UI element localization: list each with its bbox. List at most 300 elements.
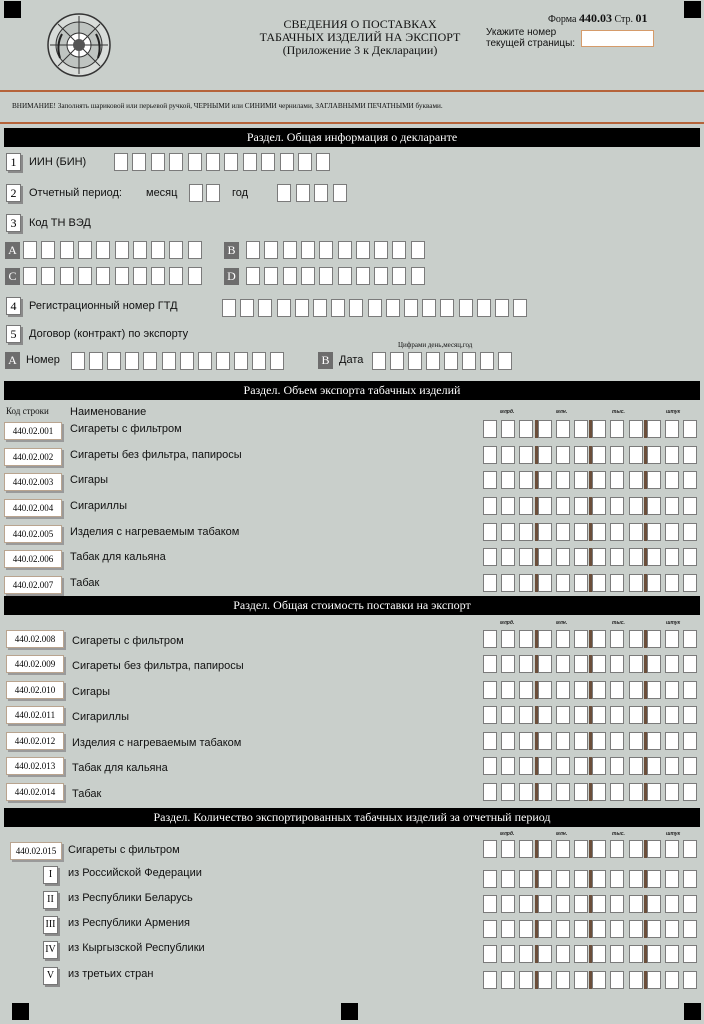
char-box[interactable]: [538, 757, 552, 775]
char-box[interactable]: [683, 548, 697, 566]
char-box[interactable]: [483, 971, 497, 989]
char-box[interactable]: [501, 420, 515, 438]
char-box[interactable]: [270, 352, 284, 370]
char-box[interactable]: [483, 895, 497, 913]
char-box[interactable]: [610, 971, 624, 989]
char-box[interactable]: [501, 840, 515, 858]
char-box[interactable]: [477, 299, 491, 317]
char-box[interactable]: [188, 267, 202, 285]
char-box[interactable]: [592, 895, 606, 913]
char-box[interactable]: [78, 241, 92, 259]
char-box[interactable]: [556, 706, 570, 724]
char-box[interactable]: [41, 241, 55, 259]
char-box[interactable]: [519, 681, 533, 699]
char-box[interactable]: [647, 497, 661, 515]
char-box[interactable]: [610, 732, 624, 750]
char-box[interactable]: [125, 352, 139, 370]
char-box[interactable]: [665, 757, 679, 775]
char-box[interactable]: [647, 895, 661, 913]
char-box[interactable]: [319, 267, 333, 285]
char-box[interactable]: [556, 471, 570, 489]
char-box[interactable]: [647, 523, 661, 541]
char-box[interactable]: [519, 574, 533, 592]
char-box[interactable]: [519, 945, 533, 963]
char-box[interactable]: [132, 153, 146, 171]
char-box[interactable]: [556, 757, 570, 775]
char-box[interactable]: [610, 870, 624, 888]
char-box[interactable]: [277, 184, 291, 202]
char-box[interactable]: [280, 153, 294, 171]
char-box[interactable]: [592, 655, 606, 673]
char-box[interactable]: [610, 706, 624, 724]
char-box[interactable]: [483, 945, 497, 963]
char-box[interactable]: [169, 153, 183, 171]
char-box[interactable]: [133, 267, 147, 285]
char-box[interactable]: [629, 523, 643, 541]
char-box[interactable]: [610, 757, 624, 775]
char-box[interactable]: [188, 153, 202, 171]
char-box[interactable]: [483, 783, 497, 801]
char-box[interactable]: [647, 920, 661, 938]
char-box[interactable]: [422, 299, 436, 317]
char-box[interactable]: [592, 920, 606, 938]
char-box[interactable]: [665, 655, 679, 673]
char-box[interactable]: [629, 706, 643, 724]
char-box[interactable]: [647, 732, 661, 750]
char-box[interactable]: [483, 655, 497, 673]
char-box[interactable]: [629, 446, 643, 464]
char-box[interactable]: [647, 706, 661, 724]
char-box[interactable]: [392, 267, 406, 285]
char-box[interactable]: [314, 184, 328, 202]
char-box[interactable]: [574, 945, 588, 963]
char-box[interactable]: [462, 352, 476, 370]
char-box[interactable]: [610, 548, 624, 566]
char-box[interactable]: [501, 497, 515, 515]
char-box[interactable]: [519, 446, 533, 464]
char-box[interactable]: [538, 446, 552, 464]
char-box[interactable]: [610, 840, 624, 858]
char-box[interactable]: [683, 895, 697, 913]
char-box[interactable]: [574, 446, 588, 464]
char-box[interactable]: [538, 840, 552, 858]
char-box[interactable]: [610, 895, 624, 913]
char-box[interactable]: [426, 352, 440, 370]
char-box[interactable]: [665, 420, 679, 438]
char-box[interactable]: [647, 757, 661, 775]
char-box[interactable]: [71, 352, 85, 370]
char-box[interactable]: [519, 548, 533, 566]
char-box[interactable]: [556, 971, 570, 989]
char-box[interactable]: [23, 241, 37, 259]
char-box[interactable]: [501, 523, 515, 541]
char-box[interactable]: [665, 920, 679, 938]
char-box[interactable]: [647, 681, 661, 699]
char-box[interactable]: [556, 446, 570, 464]
char-box[interactable]: [647, 870, 661, 888]
char-box[interactable]: [501, 971, 515, 989]
char-box[interactable]: [295, 299, 309, 317]
char-box[interactable]: [501, 681, 515, 699]
char-box[interactable]: [556, 783, 570, 801]
char-box[interactable]: [501, 548, 515, 566]
char-box[interactable]: [483, 840, 497, 858]
char-box[interactable]: [556, 497, 570, 515]
char-box[interactable]: [444, 352, 458, 370]
char-box[interactable]: [501, 574, 515, 592]
char-box[interactable]: [483, 523, 497, 541]
char-box[interactable]: [483, 920, 497, 938]
char-box[interactable]: [574, 630, 588, 648]
char-box[interactable]: [96, 267, 110, 285]
char-box[interactable]: [683, 471, 697, 489]
char-box[interactable]: [483, 446, 497, 464]
char-box[interactable]: [538, 732, 552, 750]
char-box[interactable]: [574, 870, 588, 888]
char-box[interactable]: [313, 299, 327, 317]
char-box[interactable]: [592, 471, 606, 489]
char-box[interactable]: [592, 420, 606, 438]
char-box[interactable]: [556, 574, 570, 592]
char-box[interactable]: [483, 574, 497, 592]
char-box[interactable]: [60, 241, 74, 259]
char-box[interactable]: [574, 471, 588, 489]
char-box[interactable]: [495, 299, 509, 317]
char-box[interactable]: [629, 655, 643, 673]
char-box[interactable]: [556, 548, 570, 566]
char-box[interactable]: [574, 783, 588, 801]
char-box[interactable]: [592, 971, 606, 989]
char-box[interactable]: [261, 153, 275, 171]
char-box[interactable]: [519, 757, 533, 775]
char-box[interactable]: [246, 267, 260, 285]
char-box[interactable]: [610, 783, 624, 801]
char-box[interactable]: [574, 920, 588, 938]
char-box[interactable]: [629, 870, 643, 888]
char-box[interactable]: [240, 299, 254, 317]
char-box[interactable]: [374, 241, 388, 259]
char-box[interactable]: [647, 630, 661, 648]
char-box[interactable]: [592, 870, 606, 888]
char-box[interactable]: [368, 299, 382, 317]
char-box[interactable]: [198, 352, 212, 370]
char-box[interactable]: [501, 706, 515, 724]
char-box[interactable]: [665, 523, 679, 541]
char-box[interactable]: [283, 267, 297, 285]
char-box[interactable]: [519, 420, 533, 438]
char-box[interactable]: [574, 420, 588, 438]
char-box[interactable]: [647, 655, 661, 673]
char-box[interactable]: [629, 681, 643, 699]
char-box[interactable]: [683, 655, 697, 673]
char-box[interactable]: [301, 267, 315, 285]
char-box[interactable]: [372, 352, 386, 370]
char-box[interactable]: [498, 352, 512, 370]
char-box[interactable]: [298, 153, 312, 171]
char-box[interactable]: [683, 523, 697, 541]
char-box[interactable]: [610, 471, 624, 489]
char-box[interactable]: [501, 732, 515, 750]
char-box[interactable]: [683, 840, 697, 858]
char-box[interactable]: [483, 497, 497, 515]
char-box[interactable]: [556, 895, 570, 913]
char-box[interactable]: [356, 241, 370, 259]
char-box[interactable]: [114, 153, 128, 171]
char-box[interactable]: [592, 446, 606, 464]
char-box[interactable]: [665, 574, 679, 592]
char-box[interactable]: [258, 299, 272, 317]
char-box[interactable]: [519, 471, 533, 489]
char-box[interactable]: [538, 655, 552, 673]
char-box[interactable]: [483, 548, 497, 566]
char-box[interactable]: [408, 352, 422, 370]
char-box[interactable]: [169, 267, 183, 285]
char-box[interactable]: [592, 574, 606, 592]
char-box[interactable]: [480, 352, 494, 370]
char-box[interactable]: [683, 706, 697, 724]
char-box[interactable]: [556, 840, 570, 858]
char-box[interactable]: [180, 352, 194, 370]
char-box[interactable]: [440, 299, 454, 317]
char-box[interactable]: [296, 184, 310, 202]
char-box[interactable]: [556, 732, 570, 750]
char-box[interactable]: [483, 630, 497, 648]
char-box[interactable]: [60, 267, 74, 285]
char-box[interactable]: [169, 241, 183, 259]
char-box[interactable]: [610, 681, 624, 699]
char-box[interactable]: [188, 241, 202, 259]
char-box[interactable]: [538, 574, 552, 592]
char-box[interactable]: [610, 497, 624, 515]
char-box[interactable]: [252, 352, 266, 370]
char-box[interactable]: [338, 241, 352, 259]
char-box[interactable]: [519, 895, 533, 913]
char-box[interactable]: [556, 870, 570, 888]
char-box[interactable]: [556, 945, 570, 963]
char-box[interactable]: [574, 732, 588, 750]
char-box[interactable]: [665, 548, 679, 566]
char-box[interactable]: [592, 706, 606, 724]
char-box[interactable]: [133, 241, 147, 259]
char-box[interactable]: [647, 446, 661, 464]
char-box[interactable]: [538, 523, 552, 541]
char-box[interactable]: [519, 783, 533, 801]
char-box[interactable]: [629, 630, 643, 648]
char-box[interactable]: [538, 783, 552, 801]
char-box[interactable]: [610, 574, 624, 592]
char-box[interactable]: [538, 945, 552, 963]
char-box[interactable]: [683, 757, 697, 775]
char-box[interactable]: [592, 783, 606, 801]
char-box[interactable]: [264, 241, 278, 259]
char-box[interactable]: [246, 241, 260, 259]
char-box[interactable]: [647, 945, 661, 963]
char-box[interactable]: [390, 352, 404, 370]
char-box[interactable]: [96, 241, 110, 259]
char-box[interactable]: [459, 299, 473, 317]
char-box[interactable]: [683, 732, 697, 750]
char-box[interactable]: [538, 920, 552, 938]
char-box[interactable]: [592, 757, 606, 775]
char-box[interactable]: [331, 299, 345, 317]
char-box[interactable]: [629, 895, 643, 913]
char-box[interactable]: [647, 471, 661, 489]
char-box[interactable]: [78, 267, 92, 285]
char-box[interactable]: [349, 299, 363, 317]
char-box[interactable]: [483, 706, 497, 724]
char-box[interactable]: [556, 920, 570, 938]
char-box[interactable]: [647, 840, 661, 858]
char-box[interactable]: [610, 630, 624, 648]
char-box[interactable]: [665, 895, 679, 913]
char-box[interactable]: [374, 267, 388, 285]
char-box[interactable]: [483, 757, 497, 775]
char-box[interactable]: [206, 153, 220, 171]
char-box[interactable]: [665, 471, 679, 489]
char-box[interactable]: [392, 241, 406, 259]
char-box[interactable]: [556, 655, 570, 673]
char-box[interactable]: [411, 241, 425, 259]
char-box[interactable]: [665, 971, 679, 989]
char-box[interactable]: [629, 757, 643, 775]
char-box[interactable]: [629, 945, 643, 963]
char-box[interactable]: [683, 681, 697, 699]
char-box[interactable]: [665, 681, 679, 699]
char-box[interactable]: [501, 757, 515, 775]
char-box[interactable]: [483, 681, 497, 699]
char-box[interactable]: [538, 630, 552, 648]
char-box[interactable]: [592, 681, 606, 699]
char-box[interactable]: [151, 241, 165, 259]
char-box[interactable]: [610, 945, 624, 963]
char-box[interactable]: [501, 630, 515, 648]
char-box[interactable]: [683, 945, 697, 963]
char-box[interactable]: [189, 184, 203, 202]
char-box[interactable]: [264, 267, 278, 285]
char-box[interactable]: [151, 267, 165, 285]
char-box[interactable]: [411, 267, 425, 285]
char-box[interactable]: [538, 706, 552, 724]
char-box[interactable]: [592, 497, 606, 515]
char-box[interactable]: [647, 574, 661, 592]
char-box[interactable]: [556, 681, 570, 699]
char-box[interactable]: [592, 945, 606, 963]
char-box[interactable]: [283, 241, 297, 259]
char-box[interactable]: [356, 267, 370, 285]
char-box[interactable]: [647, 548, 661, 566]
char-box[interactable]: [519, 732, 533, 750]
char-box[interactable]: [574, 757, 588, 775]
char-box[interactable]: [574, 655, 588, 673]
char-box[interactable]: [610, 446, 624, 464]
char-box[interactable]: [647, 971, 661, 989]
char-box[interactable]: [574, 971, 588, 989]
char-box[interactable]: [610, 655, 624, 673]
char-box[interactable]: [538, 471, 552, 489]
char-box[interactable]: [404, 299, 418, 317]
char-box[interactable]: [151, 153, 165, 171]
char-box[interactable]: [41, 267, 55, 285]
char-box[interactable]: [23, 267, 37, 285]
char-box[interactable]: [683, 420, 697, 438]
char-box[interactable]: [610, 420, 624, 438]
char-box[interactable]: [538, 681, 552, 699]
char-box[interactable]: [574, 574, 588, 592]
char-box[interactable]: [501, 783, 515, 801]
char-box[interactable]: [665, 732, 679, 750]
char-box[interactable]: [115, 267, 129, 285]
char-box[interactable]: [629, 732, 643, 750]
char-box[interactable]: [610, 523, 624, 541]
char-box[interactable]: [333, 184, 347, 202]
char-box[interactable]: [519, 920, 533, 938]
char-box[interactable]: [574, 523, 588, 541]
char-box[interactable]: [89, 352, 103, 370]
char-box[interactable]: [519, 706, 533, 724]
char-box[interactable]: [483, 420, 497, 438]
char-box[interactable]: [629, 840, 643, 858]
char-box[interactable]: [592, 630, 606, 648]
char-box[interactable]: [665, 840, 679, 858]
char-box[interactable]: [683, 574, 697, 592]
char-box[interactable]: [501, 446, 515, 464]
char-box[interactable]: [519, 523, 533, 541]
char-box[interactable]: [574, 681, 588, 699]
char-box[interactable]: [115, 241, 129, 259]
char-box[interactable]: [519, 497, 533, 515]
char-box[interactable]: [629, 783, 643, 801]
char-box[interactable]: [665, 630, 679, 648]
char-box[interactable]: [592, 548, 606, 566]
char-box[interactable]: [592, 732, 606, 750]
char-box[interactable]: [610, 920, 624, 938]
char-box[interactable]: [647, 783, 661, 801]
char-box[interactable]: [665, 497, 679, 515]
char-box[interactable]: [519, 840, 533, 858]
char-box[interactable]: [316, 153, 330, 171]
char-box[interactable]: [574, 548, 588, 566]
char-box[interactable]: [538, 497, 552, 515]
char-box[interactable]: [222, 299, 236, 317]
char-box[interactable]: [683, 783, 697, 801]
char-box[interactable]: [556, 420, 570, 438]
char-box[interactable]: [513, 299, 527, 317]
char-box[interactable]: [683, 870, 697, 888]
char-box[interactable]: [665, 446, 679, 464]
char-box[interactable]: [224, 153, 238, 171]
char-box[interactable]: [483, 732, 497, 750]
char-box[interactable]: [665, 783, 679, 801]
char-box[interactable]: [629, 420, 643, 438]
char-box[interactable]: [538, 420, 552, 438]
char-box[interactable]: [592, 840, 606, 858]
char-box[interactable]: [501, 870, 515, 888]
char-box[interactable]: [143, 352, 157, 370]
char-box[interactable]: [519, 870, 533, 888]
char-box[interactable]: [574, 706, 588, 724]
char-box[interactable]: [556, 523, 570, 541]
char-box[interactable]: [538, 870, 552, 888]
char-box[interactable]: [501, 945, 515, 963]
char-box[interactable]: [338, 267, 352, 285]
char-box[interactable]: [574, 497, 588, 515]
char-box[interactable]: [319, 241, 333, 259]
char-box[interactable]: [629, 971, 643, 989]
char-box[interactable]: [538, 895, 552, 913]
char-box[interactable]: [647, 420, 661, 438]
char-box[interactable]: [501, 655, 515, 673]
char-box[interactable]: [683, 971, 697, 989]
